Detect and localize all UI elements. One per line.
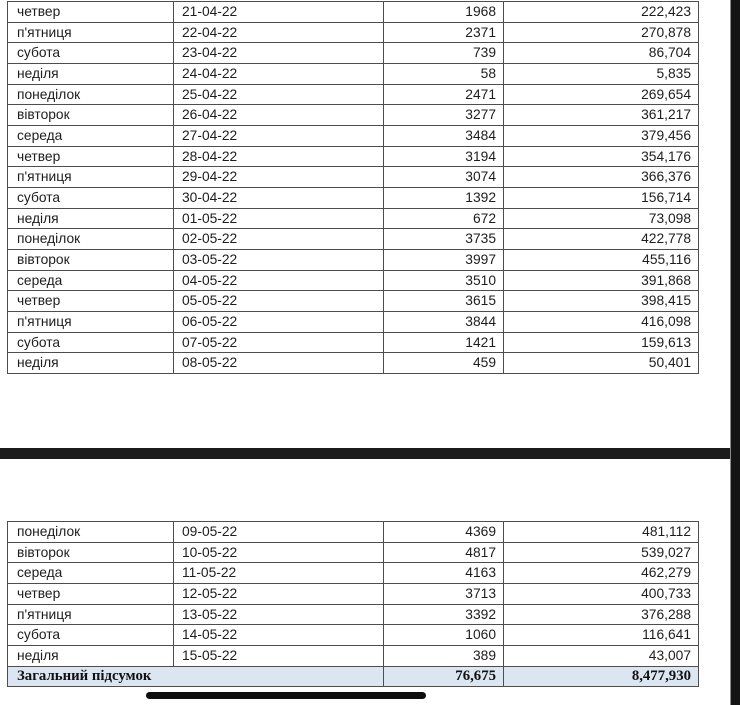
date-cell[interactable]: 04-05-22 <box>174 270 384 291</box>
date-cell[interactable]: 03-05-22 <box>174 250 384 271</box>
cumulative-value-cell[interactable]: 462,279 <box>504 563 699 584</box>
cumulative-value-cell[interactable]: 222,423 <box>504 2 699 23</box>
right-edge-bar <box>730 0 740 705</box>
table-row <box>8 312 699 333</box>
day-cell[interactable]: п'ятниця <box>8 312 174 333</box>
table-row <box>8 250 699 271</box>
table-row <box>8 291 699 312</box>
table-row <box>8 522 699 543</box>
daily-value-cell[interactable]: 3194 <box>384 146 504 167</box>
day-cell[interactable]: понеділок <box>8 84 174 105</box>
cumulative-value-cell[interactable]: 86,704 <box>504 43 699 64</box>
data-table-page-1 <box>7 1 699 374</box>
date-cell[interactable]: 24-04-22 <box>174 64 384 85</box>
day-cell[interactable]: четвер <box>8 291 174 312</box>
total-cumulative-value-cell[interactable]: 8,477,930 <box>504 666 699 687</box>
table-row <box>8 167 699 188</box>
daily-value-cell[interactable]: 672 <box>384 208 504 229</box>
total-daily-value-cell[interactable]: 76,675 <box>384 666 504 687</box>
day-cell[interactable]: четвер <box>8 146 174 167</box>
day-cell[interactable]: четвер <box>8 584 174 605</box>
cumulative-value-cell[interactable]: 270,878 <box>504 22 699 43</box>
date-cell[interactable]: 12-05-22 <box>174 584 384 605</box>
day-cell[interactable]: середа <box>8 126 174 147</box>
table-row <box>8 105 699 126</box>
daily-value-cell[interactable]: 3392 <box>384 604 504 625</box>
date-cell[interactable]: 25-04-22 <box>174 84 384 105</box>
date-cell[interactable]: 02-05-22 <box>174 229 384 250</box>
table-row <box>8 604 699 625</box>
daily-value-cell[interactable]: 3074 <box>384 167 504 188</box>
daily-value-cell[interactable]: 1968 <box>384 2 504 23</box>
daily-value-cell[interactable]: 3997 <box>384 250 504 271</box>
data-table-page-2 <box>7 521 699 687</box>
table-row <box>8 353 699 374</box>
date-cell[interactable]: 14-05-22 <box>174 625 384 646</box>
cumulative-value-cell[interactable]: 43,007 <box>504 646 699 667</box>
date-cell[interactable]: 21-04-22 <box>174 2 384 23</box>
date-cell[interactable]: 29-04-22 <box>174 167 384 188</box>
cumulative-value-cell[interactable]: 400,733 <box>504 584 699 605</box>
daily-value-cell[interactable]: 3735 <box>384 229 504 250</box>
daily-value-cell[interactable]: 1421 <box>384 332 504 353</box>
day-cell[interactable]: неділя <box>8 64 174 85</box>
date-cell[interactable]: 01-05-22 <box>174 208 384 229</box>
date-cell[interactable]: 08-05-22 <box>174 353 384 374</box>
date-cell[interactable]: 26-04-22 <box>174 105 384 126</box>
day-cell[interactable]: п'ятниця <box>8 604 174 625</box>
daily-value-cell[interactable]: 4369 <box>384 522 504 543</box>
cumulative-value-cell[interactable]: 159,613 <box>504 332 699 353</box>
table-row <box>8 646 699 667</box>
date-cell[interactable]: 06-05-22 <box>174 312 384 333</box>
day-cell[interactable]: субота <box>8 332 174 353</box>
day-cell[interactable]: понеділок <box>8 522 174 543</box>
cumulative-value-cell[interactable]: 398,415 <box>504 291 699 312</box>
table-row <box>8 584 699 605</box>
daily-value-cell[interactable]: 4817 <box>384 542 504 563</box>
table-row <box>8 43 699 64</box>
table-row <box>8 84 699 105</box>
daily-value-cell[interactable]: 3844 <box>384 312 504 333</box>
table-row <box>8 188 699 209</box>
cumulative-value-cell[interactable]: 116,641 <box>504 625 699 646</box>
day-cell[interactable]: понеділок <box>8 229 174 250</box>
day-cell[interactable]: п'ятниця <box>8 22 174 43</box>
day-cell[interactable]: неділя <box>8 353 174 374</box>
daily-value-cell[interactable]: 1392 <box>384 188 504 209</box>
daily-value-cell[interactable]: 3615 <box>384 291 504 312</box>
day-cell[interactable]: вівторок <box>8 542 174 563</box>
date-cell[interactable]: 27-04-22 <box>174 126 384 147</box>
date-cell[interactable]: 10-05-22 <box>174 542 384 563</box>
cumulative-value-cell[interactable]: 379,456 <box>504 126 699 147</box>
day-cell[interactable]: неділя <box>8 646 174 667</box>
day-cell[interactable]: вівторок <box>8 105 174 126</box>
date-cell[interactable]: 09-05-22 <box>174 522 384 543</box>
date-cell[interactable]: 30-04-22 <box>174 188 384 209</box>
date-cell[interactable]: 07-05-22 <box>174 332 384 353</box>
horizontal-scroll-indicator[interactable] <box>146 692 426 699</box>
day-cell[interactable]: субота <box>8 625 174 646</box>
cumulative-value-cell[interactable]: 50,401 <box>504 353 699 374</box>
cumulative-value-cell[interactable]: 481,112 <box>504 522 699 543</box>
cumulative-value-cell[interactable]: 73,098 <box>504 208 699 229</box>
day-cell[interactable]: середа <box>8 563 174 584</box>
daily-value-cell[interactable]: 3277 <box>384 105 504 126</box>
table-row <box>8 270 699 291</box>
date-cell[interactable]: 05-05-22 <box>174 291 384 312</box>
day-cell[interactable]: четвер <box>8 2 174 23</box>
day-cell[interactable]: субота <box>8 43 174 64</box>
day-cell[interactable]: середа <box>8 270 174 291</box>
day-cell[interactable]: п'ятниця <box>8 167 174 188</box>
cumulative-value-cell[interactable]: 391,868 <box>504 270 699 291</box>
table-row <box>8 208 699 229</box>
cumulative-value-cell[interactable]: 366,376 <box>504 167 699 188</box>
table-row <box>8 146 699 167</box>
date-cell[interactable]: 28-04-22 <box>174 146 384 167</box>
daily-value-cell[interactable]: 58 <box>384 64 504 85</box>
cumulative-value-cell[interactable]: 422,778 <box>504 229 699 250</box>
daily-value-cell[interactable]: 2471 <box>384 84 504 105</box>
page-break-bar <box>0 448 740 459</box>
daily-value-cell[interactable]: 459 <box>384 353 504 374</box>
total-row <box>8 666 699 687</box>
daily-value-cell[interactable]: 3484 <box>384 126 504 147</box>
cumulative-value-cell[interactable]: 416,098 <box>504 312 699 333</box>
daily-value-cell[interactable]: 3713 <box>384 584 504 605</box>
date-cell[interactable]: 15-05-22 <box>174 646 384 667</box>
table-row <box>8 542 699 563</box>
daily-value-cell[interactable]: 389 <box>384 646 504 667</box>
table-row <box>8 64 699 85</box>
table-row <box>8 625 699 646</box>
table-row <box>8 332 699 353</box>
total-label-cell[interactable]: Загальний підсумок <box>8 666 384 687</box>
cumulative-value-cell[interactable]: 455,116 <box>504 250 699 271</box>
date-cell[interactable]: 11-05-22 <box>174 563 384 584</box>
table-row <box>8 2 699 23</box>
day-cell[interactable]: неділя <box>8 208 174 229</box>
cumulative-value-cell[interactable]: 376,288 <box>504 604 699 625</box>
daily-value-cell[interactable]: 3510 <box>384 270 504 291</box>
cumulative-value-cell[interactable]: 361,217 <box>504 105 699 126</box>
cumulative-value-cell[interactable]: 539,027 <box>504 542 699 563</box>
table-row <box>8 22 699 43</box>
daily-value-cell[interactable]: 2371 <box>384 22 504 43</box>
cumulative-value-cell[interactable]: 156,714 <box>504 188 699 209</box>
date-cell[interactable]: 13-05-22 <box>174 604 384 625</box>
table-row <box>8 563 699 584</box>
date-cell[interactable]: 22-04-22 <box>174 22 384 43</box>
table-row <box>8 126 699 147</box>
cumulative-value-cell[interactable]: 5,835 <box>504 64 699 85</box>
table-row <box>8 229 699 250</box>
day-cell[interactable]: вівторок <box>8 250 174 271</box>
daily-value-cell[interactable]: 739 <box>384 43 504 64</box>
date-cell[interactable]: 23-04-22 <box>174 43 384 64</box>
day-cell[interactable]: субота <box>8 188 174 209</box>
daily-value-cell[interactable]: 1060 <box>384 625 504 646</box>
cumulative-value-cell[interactable]: 354,176 <box>504 146 699 167</box>
daily-value-cell[interactable]: 4163 <box>384 563 504 584</box>
cumulative-value-cell[interactable]: 269,654 <box>504 84 699 105</box>
